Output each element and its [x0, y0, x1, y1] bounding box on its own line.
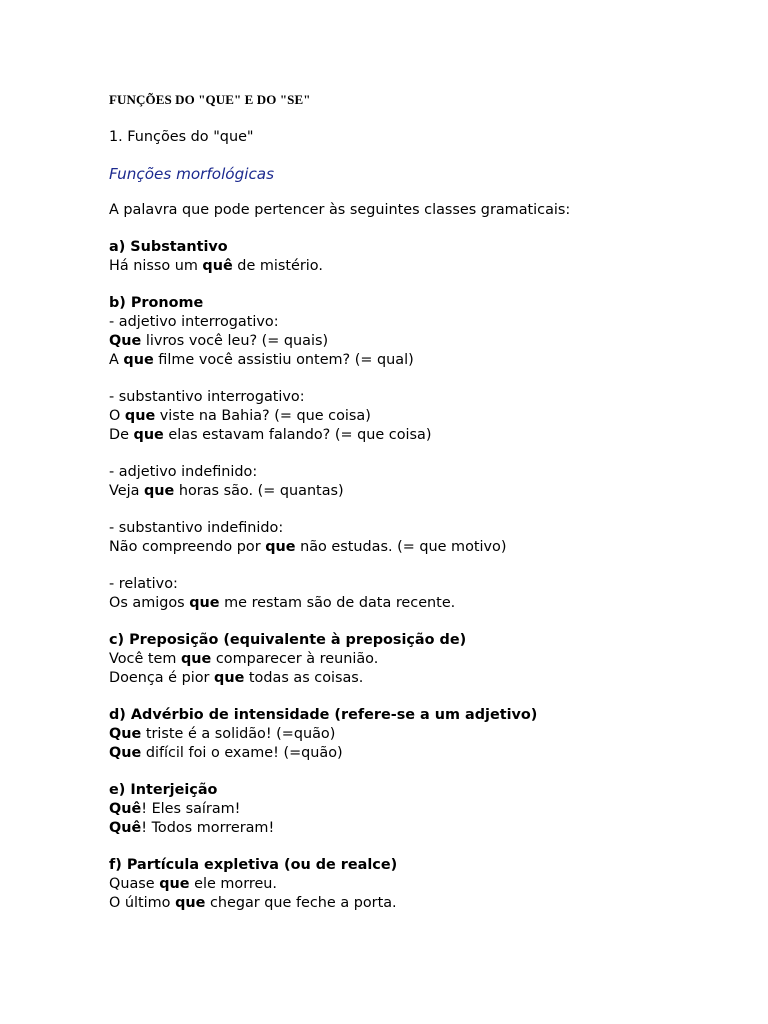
example-line — [109, 800, 749, 819]
highlighted-word: Quê — [109, 801, 142, 817]
highlighted-word: que — [189, 595, 220, 611]
example-text: Há nisso um — [109, 258, 203, 274]
highlighted-word: Que — [109, 745, 142, 761]
example-text: Doença é pior — [109, 670, 215, 686]
example-text: me restam são de data recente. — [219, 595, 456, 611]
class-block — [109, 631, 749, 688]
line-gap — [109, 557, 749, 575]
example-line — [109, 257, 749, 276]
example-line — [109, 650, 749, 669]
highlighted-word: que — [159, 876, 190, 892]
example-text: - adjetivo interrogativo: — [109, 314, 279, 330]
example-text: - substantivo interrogativo: — [109, 389, 305, 405]
line-gap — [109, 501, 749, 519]
classes-list — [109, 238, 749, 913]
example-line — [109, 669, 749, 688]
class-heading: b) Pronome — [109, 295, 204, 311]
example-line — [109, 519, 749, 538]
class-heading: c) Preposição (equivalente à preposição de) — [109, 632, 467, 648]
example-line — [109, 482, 749, 501]
example-line — [109, 894, 749, 913]
highlighted-word: Que — [109, 333, 142, 349]
example-text: de mistério. — [232, 258, 323, 274]
example-text: Quase — [109, 876, 160, 892]
class-block — [109, 781, 749, 838]
example-text: - substantivo indefinido: — [109, 520, 284, 536]
highlighted-word: Que — [109, 726, 142, 742]
highlighted-word: Quê — [109, 820, 142, 836]
example-text: não estudas. (= que motivo) — [295, 539, 507, 555]
example-text: elas estavam falando? (= que coisa) — [163, 427, 432, 443]
section-heading: 1. Funções do "que" — [109, 129, 254, 145]
class-heading: f) Partícula expletiva (ou de realce) — [109, 857, 398, 873]
line-gap — [109, 445, 749, 463]
document-title: FUNÇÕES DO "QUE" E DO "SE" — [109, 92, 311, 107]
example-text: difícil foi o exame! (=quão) — [141, 745, 343, 761]
example-text: chegar que feche a porta. — [205, 895, 397, 911]
highlighted-word: que — [180, 651, 212, 667]
example-line — [109, 725, 749, 744]
highlighted-word: que — [214, 670, 245, 686]
example-text: todas as coisas. — [244, 670, 364, 686]
example-line — [109, 313, 749, 332]
class-block — [109, 706, 749, 763]
example-text: ! Todos morreram! — [141, 820, 275, 836]
example-line — [109, 407, 749, 426]
example-text: O — [109, 408, 125, 424]
document-body — [109, 128, 749, 913]
example-text: De — [109, 427, 134, 443]
highlighted-word: que — [143, 483, 175, 499]
example-line — [109, 744, 749, 763]
line-gap — [109, 370, 749, 388]
highlighted-word: quê — [202, 258, 233, 274]
example-text: A — [109, 352, 124, 368]
class-block — [109, 238, 749, 276]
example-text: comparecer à reunião. — [211, 651, 379, 667]
example-line — [109, 594, 749, 613]
highlighted-word: que — [123, 352, 154, 368]
highlighted-word: que — [124, 408, 156, 424]
example-text: horas são. (= quantas) — [174, 483, 344, 499]
example-text: filme você assistiu ontem? (= qual) — [153, 352, 414, 368]
example-text: viste na Bahia? (= que coisa) — [155, 408, 371, 424]
example-text: Você tem — [109, 651, 181, 667]
class-block — [109, 856, 749, 913]
example-line — [109, 351, 749, 370]
example-text: triste é a solidão! (=quão) — [141, 726, 336, 742]
class-heading: e) Interjeição — [109, 782, 218, 798]
example-text: livros você leu? (= quais) — [141, 333, 329, 349]
example-text: - adjetivo indefinido: — [109, 464, 258, 480]
class-heading: a) Substantivo — [109, 239, 228, 255]
example-line — [109, 332, 749, 351]
example-line — [109, 538, 749, 557]
intro-paragraph: A palavra que pode pertencer às seguintes classes gramaticais: — [109, 202, 571, 218]
example-line — [109, 388, 749, 407]
example-text: ele morreu. — [189, 876, 278, 892]
example-line — [109, 819, 749, 838]
class-heading: d) Advérbio de intensidade (refere-se a um adjetivo) — [109, 707, 538, 723]
highlighted-word: que — [265, 539, 296, 555]
class-block — [109, 294, 749, 613]
subsection-heading: Funções morfológicas — [109, 165, 275, 183]
example-line — [109, 575, 749, 594]
example-text: Veja — [109, 483, 144, 499]
highlighted-word: que — [175, 895, 206, 911]
example-line — [109, 426, 749, 445]
example-text: ! Eles saíram! — [141, 801, 241, 817]
example-text: Não compreendo por — [109, 539, 266, 555]
example-text: - relativo: — [109, 576, 178, 592]
example-text: O último — [109, 895, 176, 911]
example-text: Os amigos — [109, 595, 190, 611]
example-line — [109, 463, 749, 482]
highlighted-word: que — [133, 427, 164, 443]
example-line — [109, 875, 749, 894]
